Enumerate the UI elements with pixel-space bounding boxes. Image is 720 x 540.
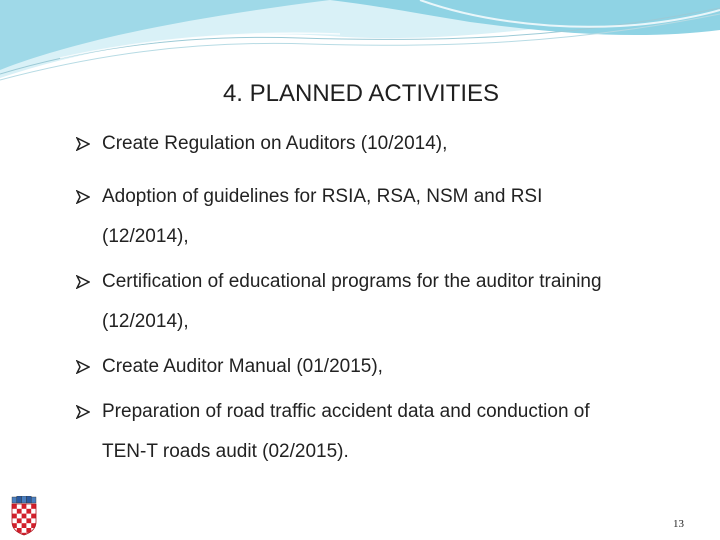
bullet-text-continuation: (12/2014), — [102, 226, 189, 247]
list-item — [76, 402, 696, 461]
slide-title: 4. PLANNED ACTIVITIES — [222, 80, 500, 107]
list-item — [76, 357, 696, 376]
bullet-text: Adoption of guidelines for RSIA, RSA, NSM and RSI — [102, 186, 543, 207]
list-item — [76, 272, 696, 331]
list-item — [76, 187, 696, 246]
page-number: 13 — [673, 518, 684, 530]
bullet-text: Create Regulation on Auditors (10/2014), — [102, 133, 448, 154]
arrow-bullet-icon — [76, 405, 90, 419]
bullet-list — [76, 134, 696, 461]
bullet-text: Create Auditor Manual (01/2015), — [102, 356, 383, 377]
list-item — [76, 134, 696, 153]
arrow-bullet-icon — [76, 360, 90, 374]
croatian-coat-of-arms-icon — [10, 496, 38, 536]
bullet-text-continuation: TEN-T roads audit (02/2015). — [102, 441, 349, 462]
arrow-bullet-icon — [76, 275, 90, 289]
bullet-text: Preparation of road traffic accident data and conduction of — [102, 401, 590, 422]
bullet-text-continuation: (12/2014), — [102, 311, 189, 332]
header-wave-banner — [0, 0, 720, 90]
arrow-bullet-icon — [76, 190, 90, 204]
arrow-bullet-icon — [76, 137, 90, 151]
bullet-text: Certification of educational programs for the auditor training — [102, 271, 602, 292]
